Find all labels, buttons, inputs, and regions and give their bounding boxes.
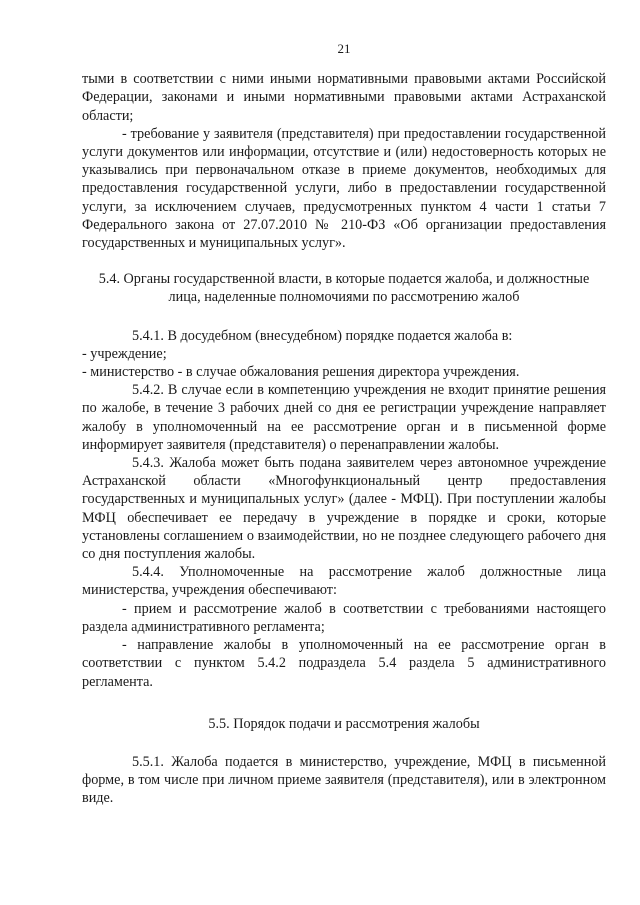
list-item-complaint-review: - прием и рассмотрение жалоб в соответствии с требованиями настоящего раздела административного регламента; (82, 600, 606, 635)
section-heading-5-5: 5.5. Порядок подачи и рассмотрения жалобы (208, 715, 480, 732)
paragraph-5-4-3: 5.4.3. Жалоба может быть подана заявителем через автономное учреждение Астраханской области «Многофункциональный центр предоставления государственных и муниципальных услуг» (далее - МФЦ). При поступлении жалобы МФЦ обеспечивает ее передачу в учреждение в порядке и сроки, которые установлены соглашением о взаимодействии, но не позднее следующего рабочего дня со дня поступления жалобы. (82, 455, 606, 563)
page-number: 21 (337, 41, 351, 56)
paragraph-requirement-item: - требование у заявителя (представителя) при предоставлении государственной услуги документов или информации, отсутствие и (или) недостоверность которых не указывались при первоначальном отказе в приеме документов, необходимых для предоставления государственной услуги, либо в предоставлении государственной услуги, за исключением случаев, предусмотренных пунктом 4 части 1 статьи 7 Федерального закона от 27.07.2010 № 210-ФЗ «Об организации предоставления государственных и муниципальных услуг». (82, 125, 606, 252)
section-heading-5-4: 5.4. Органы государственной власти, в которые подается жалоба, и должностные лица, наделенные полномочиями по рассмотрению жалоб (98, 271, 590, 306)
paragraph-5-4-4: 5.4.4. Уполномоченные на рассмотрение жалоб должностные лица министерства, учреждения обеспечивают: (82, 564, 606, 599)
paragraph-5-5-1: 5.5.1. Жалоба подается в министерство, учреждение, МФЦ в письменной форме, в том числе при личном приеме заявителя (представителя), или в электронном виде. (82, 753, 606, 807)
document-page (82, 40, 606, 808)
paragraph-5-4-2: 5.4.2. В случае если в компетенцию учреждения не входит принятие решения по жалобе, в течение 3 рабочих дней со дня ее регистрации учреждение направляет жалобу в уполномоченный на ее рассмотрение орган и в письменной форме информирует заявителя (представителя) о перенаправлении жалобы. (82, 382, 606, 453)
list-item-complaint-forwarding: - направление жалобы в уполномоченный на ее рассмотрение орган в соответствии с пунктом 5.4.2 подраздела 5.4 раздела 5 административного регламента. (82, 637, 606, 690)
paragraph-5-4-1: 5.4.1. В досудебном (внесудебном) порядке подается жалоба в: (132, 327, 513, 344)
paragraph-continuation: тыми в соответствии с ними иными нормативными правовыми актами Российской Федерации, законами и иными нормативными правовыми актами Астраханской области; (82, 71, 606, 124)
list-item-institution: - учреждение; (82, 345, 167, 362)
list-item-ministry: - министерство - в случае обжалования решения директора учреждения. (82, 364, 520, 381)
